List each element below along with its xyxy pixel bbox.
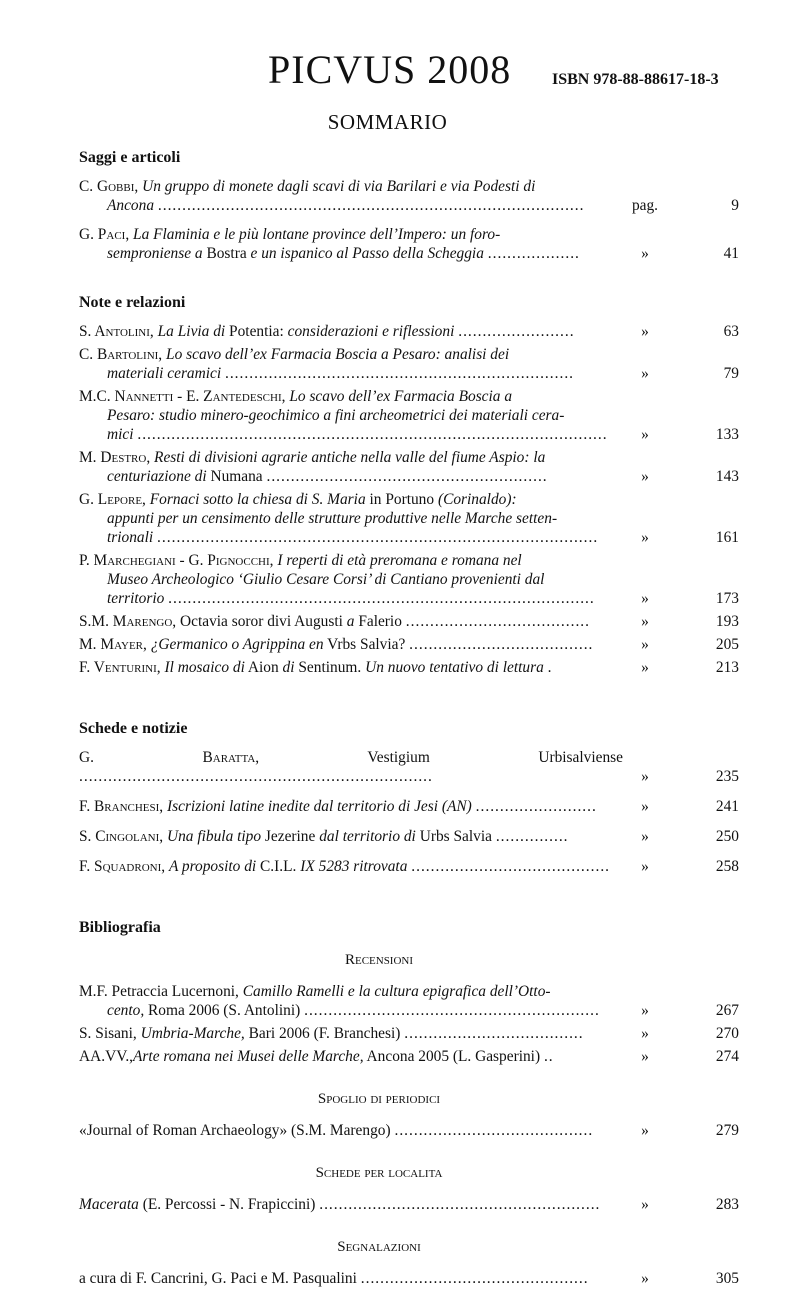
entry-title: Octavia soror divi Augusti [180,613,343,630]
page-number: 79 [723,365,739,382]
toc-entry [79,177,739,215]
page-marker: » [641,245,649,262]
dot-leader: .......................................................... [266,468,548,485]
page-number: 241 [715,798,739,815]
page-marker: » [641,1002,649,1019]
entry-title: a cura di F. Cancrini, G. Paci e M. Pasqualini [79,1270,357,1287]
entry-title: Una fibula tipo [167,828,262,845]
entry-title: (Corinaldo): [437,491,517,508]
entry-place: Aion [247,659,279,676]
toc-entry [79,387,739,444]
toc-entry [79,1047,739,1066]
entry-author: M. Destro, [79,449,151,466]
entry-place: in Portuno [369,491,435,508]
dot-leader: ...................................... [409,636,594,653]
dot-leader: ......................... [475,798,597,815]
page-marker: » [641,858,649,875]
page-marker: » [641,828,649,845]
page-number: 143 [715,468,739,485]
entry-title: «Journal of Roman Archaeology» (S.M. Marengo) [79,1122,391,1139]
entry-title: Lo scavo dell’ex Farmacia Boscia a [289,388,513,405]
entry-title: Un gruppo di monete dagli scavi di via Barilari e via Podesti di [142,178,536,195]
page-number: 305 [715,1270,739,1287]
entry-author: M. Mayer, [79,636,147,653]
dot-leader: ........................................................................................... [157,529,599,546]
entry-author: S. Antolini, [79,323,154,340]
page-number: 235 [715,768,739,785]
entry-title: Umbria-Marche, [140,1025,245,1042]
dot-leader: . [547,659,553,676]
subheading-spoglio: Spoglio di periodici [317,1091,441,1107]
entry-title: Camillo Ramelli e la cultura epigrafica dell’Otto- [242,983,551,1000]
dot-leader: ................... [487,245,580,262]
page-marker: » [641,798,649,815]
page-number: 283 [715,1196,739,1213]
entry-author: S. Cingolani, [79,828,164,845]
entry-title: considerazioni e riflessioni [287,323,455,340]
toc-entry [79,1195,739,1214]
page-number: 270 [715,1025,739,1042]
page-number: 133 [715,426,739,443]
summary-title: SOMMARIO [327,110,448,134]
entry-title-cont: mici [107,426,134,443]
entry-author: AA.VV., [79,1048,134,1065]
entry-author: C. Bartolini, [79,346,163,363]
entry-title: ¿Germanico o Agrippina en [150,636,324,653]
toc-entry [79,1121,739,1140]
dot-leader: ............................................................. [304,1002,600,1019]
page-marker: » [641,1025,649,1042]
entry-title: Fornaci sotto la chiesa di S. Maria [149,491,366,508]
entry-author: P. Marchegiani - G. Pignocchi, [79,552,274,569]
toc-entry [79,612,739,631]
page-number: 9 [731,197,739,214]
page-marker: » [641,468,649,485]
page-marker: » [641,590,649,607]
entry-title: Iscrizioni latine inedite dal territorio di Jesi (AN) [167,798,472,815]
entry-place: Potentia: [229,323,284,340]
page-number: 193 [715,613,739,630]
dot-leader: ......................................... [411,858,611,875]
entry-title-cont: centuriazione di [107,468,207,485]
entry-title: Un nuovo tentativo di lettura [365,659,544,676]
entry-title: Il mosaico di [164,659,245,676]
page-marker: » [641,1196,649,1213]
dot-leader: ...................................... [405,613,590,630]
journal-title: PICVUS 2008 [268,47,512,92]
entry-place: Jezerine [264,828,316,845]
entry-author: M.C. Nannetti - E. Zantedeschi, [79,388,286,405]
entry-place: Falerio [358,613,402,630]
toc-entry [79,857,739,876]
section-title-schede: Schede e notizie [79,720,188,737]
entry-author: F. Branchesi, [79,798,164,815]
page-number: 267 [715,1002,739,1019]
subheading-localita: Schede per localita [315,1165,443,1181]
dot-leader: ........................................................................................ [157,197,585,214]
masthead [0,48,800,98]
toc-entry [79,448,739,486]
section-title-bibliografia: Bibliografia [79,919,161,936]
entry-details: Roma 2006 (S. Antolini) [148,1002,301,1019]
entry-author: S. Sisani, [79,1025,137,1042]
toc-entry [79,345,739,383]
page-number: 161 [715,529,739,546]
dot-leader: ................................................................................................. [137,426,608,443]
entry-author: M.F. Petraccia Lucernoni, [79,983,239,1000]
dot-leader: ........................................................................ [224,365,575,382]
page-marker: » [641,636,649,653]
entry-title: Vestigium Urbisalviense [367,749,623,766]
entry-author: C. Gobbi, [79,178,139,195]
entry-title-cont: materiali ceramici [107,365,222,382]
entry-title: I reperti di età preromana e romana nel [277,552,522,569]
entry-title-cont: Ancona [107,197,155,214]
entry-title-cont: semproniense a [107,245,203,262]
page-marker: » [641,1270,649,1287]
entry-title-cont: Museo Archeologico ‘Giulio Cesare Corsi’ di Cantiano provenienti dal [107,571,545,588]
toc-entry [79,982,739,1020]
toc-entry [79,658,739,677]
subheading-recensioni: Recensioni [344,952,414,968]
toc-entry [79,551,739,608]
entry-title: a [346,613,355,630]
page-marker: » [641,323,649,340]
entry-details: Bari 2006 (F. Branchesi) [248,1025,401,1042]
entry-author: G. Baratta, [79,749,260,766]
entry-title: Arte romana nei Musei delle Marche, [133,1048,364,1065]
page-marker: » [641,1122,649,1139]
page-number: 41 [723,245,739,262]
entry-author: S.M. Marengo, [79,613,177,630]
toc-entry [79,635,739,654]
entry-title: IX 5283 ritrovata [300,858,408,875]
dot-leader: ........................................................................................ [168,590,595,607]
entry-title-cont: Pesaro: studio minero-geochimico a fini archeometrici dei materiali cera- [107,407,565,424]
toc-entry [79,322,739,341]
page-marker: » [641,613,649,630]
toc-entry [79,797,739,816]
dot-leader: ........................ [458,323,575,340]
section-title-saggi: Saggi e articoli [79,149,181,166]
page-number: 63 [723,323,739,340]
page-number: 279 [715,1122,739,1139]
dot-leader: ..................................... [404,1025,584,1042]
entry-place: Vrbs Salvia? [327,636,406,653]
entry-title: Resti di divisioni agrarie antiche nella valle del fiume Aspio: la [154,449,546,466]
subheading-segnalazioni: Segnalazioni [337,1239,421,1255]
entry-place: C.I.L. [260,858,297,875]
dot-leader: ............................................... [360,1270,589,1287]
entry-author: F. Venturini, [79,659,161,676]
page-marker: » [641,659,649,676]
entry-place: Numana [210,468,263,485]
page-number: 205 [715,636,739,653]
dot-leader: ............... [495,828,569,845]
entry-title-cont: trionali [107,529,154,546]
toc-entry [79,1269,739,1288]
dot-leader: ......................................... [394,1122,594,1139]
page-number: 213 [715,659,739,676]
entry-title-cont: appunti per un censimento delle strutture produttive nelle Marche setten- [107,510,558,527]
entry-title: Lo scavo dell’ex Farmacia Boscia a Pesaro: analisi dei [166,346,510,363]
entry-title: dal territorio di [319,828,416,845]
entry-title: di [282,659,295,676]
toc-entry [79,748,739,786]
page-marker: » [641,529,649,546]
page-marker: » [641,426,649,443]
page-number: 274 [715,1048,739,1065]
entry-place: Bostra [206,245,247,262]
entry-author: G. Paci, [79,226,130,243]
page-marker: » [641,1048,649,1065]
toc-entry [79,225,739,263]
entry-author: F. Squadroni, [79,858,166,875]
toc-entry [79,827,739,846]
section-title-note: Note e relazioni [79,294,186,311]
entry-place: Urbs Salvia [419,828,492,845]
entry-title-cont: territorio [107,590,165,607]
entry-title: Macerata [79,1196,139,1213]
entry-title: La Flaminia e le più lontane province dell’Impero: un foro- [133,226,501,243]
entry-title-cont: cento, [107,1002,145,1019]
entry-details: (E. Percossi - N. Frapiccini) [142,1196,316,1213]
toc-entry [79,1024,739,1043]
dot-leader: ......................................................................... [79,768,433,785]
entry-author: G. Lepore, [79,491,146,508]
page-marker: » [641,768,649,785]
page-marker: » [641,365,649,382]
page-number: 258 [715,858,739,875]
isbn: ISBN 978-88-88617-18-3 [552,71,719,88]
toc-entry [79,490,739,547]
page-number: 250 [715,828,739,845]
entry-title: La Livia di [157,323,226,340]
entry-place: Sentinum. [298,659,362,676]
table-of-contents [79,148,739,1292]
entry-title: A proposito di [168,858,257,875]
page-marker: pag. [631,197,659,214]
dot-leader: .. [543,1048,554,1065]
entry-title-cont: e un ispanico al Passo della Scheggia [250,245,484,262]
dot-leader: .......................................................... [319,1196,601,1213]
entry-details: Ancona 2005 (L. Gasperini) [366,1048,541,1065]
page-number: 173 [715,590,739,607]
